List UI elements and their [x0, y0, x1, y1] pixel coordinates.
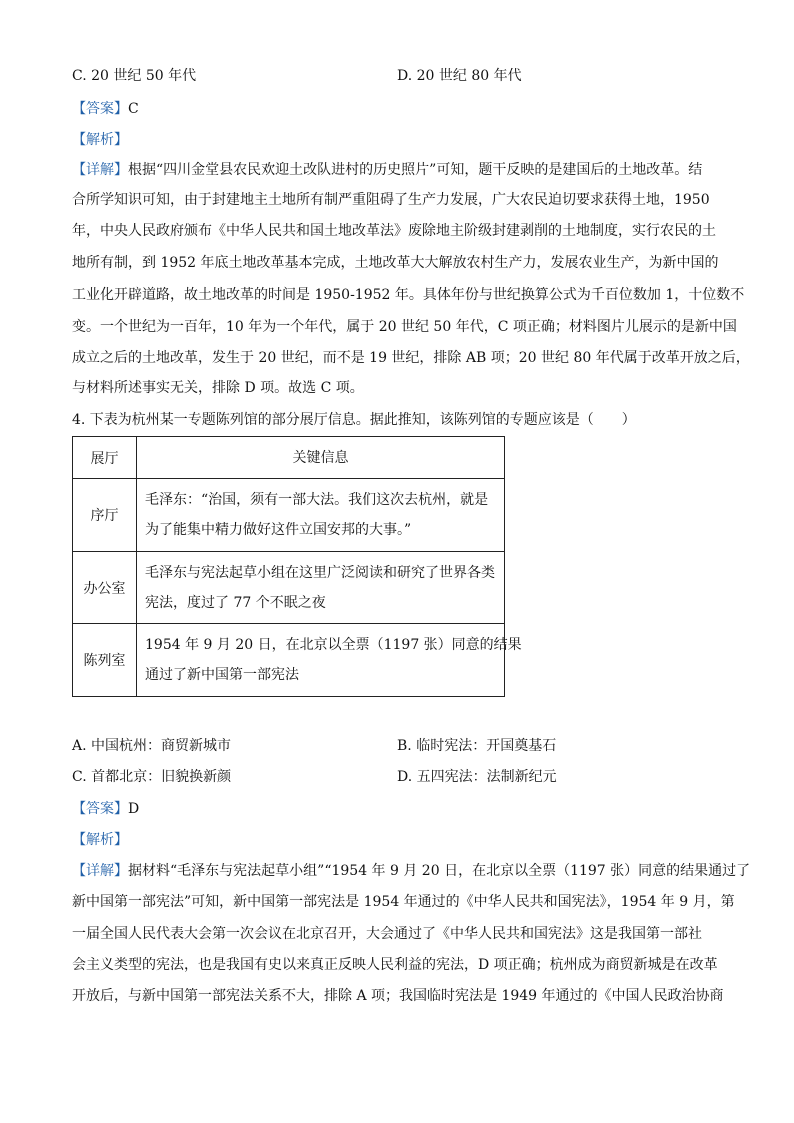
answer-tag: 【答案】	[72, 101, 128, 117]
answer-q3	[72, 100, 139, 118]
table-cell-hall: 陈列室	[73, 624, 137, 696]
answer-value: C	[128, 101, 139, 117]
answer-q4	[72, 800, 139, 818]
option-a-q4: A. 中国杭州：商贸新城市	[72, 738, 232, 754]
detail-line-q3-7: 与材料所述事实无关，排除 D 项。故选 C 项。	[72, 380, 364, 396]
table-cell-hall: 办公室	[73, 552, 137, 623]
option-c-q3: C. 20 世纪 50 年代	[72, 68, 197, 84]
detail-text: 据材料“毛泽东与宪法起草小组”“1954 年 9 月 20 日，在北京以全票（1197 张）同意的结果通过了	[128, 863, 751, 879]
table-row	[73, 624, 522, 696]
table-cell-info: 通过了新中国第一部宪法	[145, 667, 299, 683]
table-cell-info: 毛泽东：“治国，须有一部大法。我们这次去杭州，就是	[145, 492, 489, 508]
question-4-stem: 4. 下表为杭州某一专题陈列馆的部分展厅信息。据此推知，该陈列馆的专题应该是（ ）	[72, 412, 636, 428]
table-cell-info: 宪法，度过了 77 个不眠之夜	[145, 594, 326, 611]
option-c-q4: C. 首都北京：旧貌换新颜	[72, 769, 232, 785]
analysis-tag-q3: 【解析】	[72, 132, 128, 148]
table-header-row	[73, 437, 504, 479]
table-cell-info: 为了能集中精力做好这件立国安邦的大事。”	[145, 522, 412, 538]
detail-line-q4-1: 新中国第一部宪法”可知，新中国第一部宪法是 1954 年通过的《中华人民共和国宪法》，1954 年 9 月，第	[72, 894, 735, 910]
header-info: 关键信息	[292, 449, 349, 466]
detail-line-q4-2: 一届全国人民代表大会第一次会议在北京召开，大会通过了《中华人民共和国宪法》这是我国第一部社	[72, 926, 702, 942]
answer-value: D	[128, 801, 140, 817]
answer-tag: 【答案】	[72, 801, 128, 817]
table-cell-hall: 序厅	[73, 479, 137, 551]
detail-line-q3-4: 工业化开辟道路，故土地改革的时间是 1950-1952 年。具体年份与世纪换算公式为千百位数加 1，十位数不	[72, 287, 745, 303]
detail-tag: 【详解】	[72, 863, 128, 879]
detail-line-q3-6: 成立之后的土地改革，发生于 20 世纪，而不是 19 世纪，排除 AB 项；20 世纪 80 年代属于改革开放之后，	[72, 350, 750, 366]
option-b-q4: B. 临时宪法：开国奠基石	[397, 738, 557, 754]
detail-line-q3-3: 地所有制，到 1952 年底土地改革基本完成，土地改革大大解放农村生产力，发展农业生产，为新中国的	[72, 255, 719, 271]
detail-line-q3-0	[72, 161, 702, 179]
exhibition-table	[72, 436, 522, 697]
table-cell-info: 毛泽东与宪法起草小组在这里广泛阅读和研究了世界各类	[145, 564, 495, 581]
table-cell-info: 1954 年 9 月 20 日，在北京以全票（1197 张）同意的结果	[145, 637, 522, 653]
option-d-q4: D. 五四宪法：法制新纪元	[397, 769, 557, 785]
detail-text: 根据“四川金堂县农民欢迎土改队进村的历史照片”可知，题干反映的是建国后的土地改革。结	[128, 162, 703, 178]
header-hall: 展厅	[73, 437, 137, 478]
detail-line-q3-1: 合所学知识可知，由于封建地主土地所有制严重阻碍了生产力发展，广大农民迫切要求获得土地，1950	[72, 192, 710, 208]
detail-line-q4-4: 开放后，与新中国第一部宪法关系不大，排除 A 项；我国临时宪法是 1949 年通过的《中国人民政治协商	[72, 988, 724, 1004]
option-d-q3: D. 20 世纪 80 年代	[397, 68, 522, 84]
detail-tag: 【详解】	[72, 162, 128, 178]
table-row	[73, 552, 504, 624]
detail-line-q3-5: 变。一个世纪为一百年，10 年为一个年代，属于 20 世纪 50 年代，C 项正确；材料图片儿展示的是新中国	[72, 319, 737, 335]
detail-line-q3-2: 年，中央人民政府颁布《中华人民共和国土地改革法》废除地主阶级封建剥削的土地制度，实行农民的土	[72, 223, 716, 239]
detail-line-q4-0	[72, 862, 750, 880]
analysis-tag-q4: 【解析】	[72, 832, 128, 848]
table-row	[73, 479, 504, 552]
detail-line-q4-3: 会主义类型的宪法，也是我国有史以来真正反映人民利益的宪法，D 项正确；杭州成为商贸新城是在改革	[72, 957, 718, 973]
